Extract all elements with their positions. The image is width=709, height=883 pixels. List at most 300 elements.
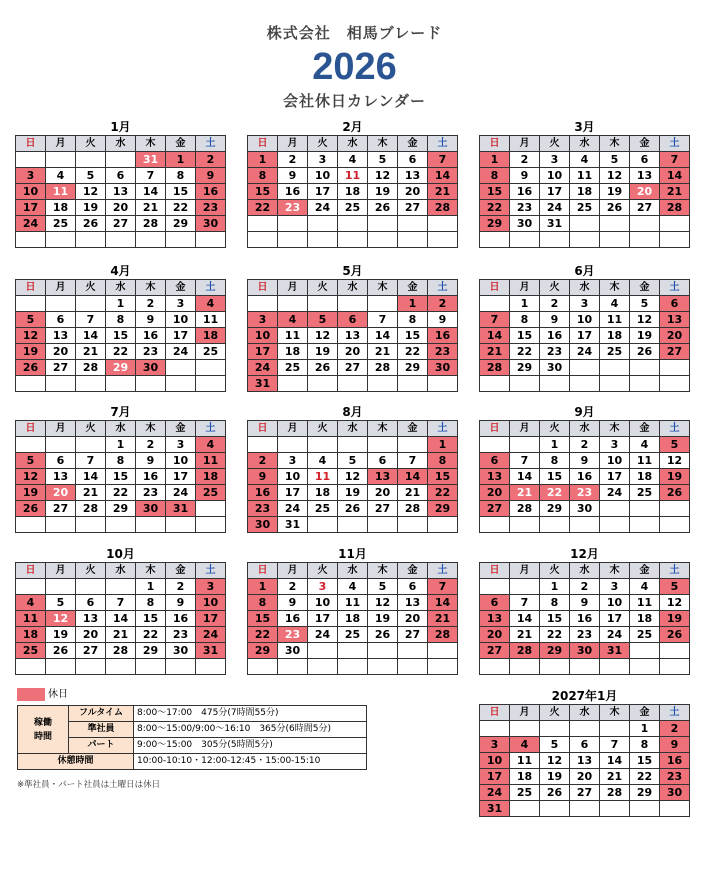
holiday-cell: 16	[196, 184, 226, 200]
holiday-cell: 5	[660, 437, 690, 453]
month-calendar	[479, 119, 690, 248]
weekday-header: 月	[510, 421, 540, 437]
holiday-cell: 9	[248, 469, 278, 485]
day-cell: 7	[136, 168, 166, 184]
holiday-cell: 14	[428, 168, 458, 184]
day-cell: 17	[166, 328, 196, 344]
day-cell	[428, 216, 458, 232]
day-cell	[368, 643, 398, 659]
day-cell	[660, 643, 690, 659]
day-cell: 21	[106, 627, 136, 643]
day-cell	[106, 152, 136, 168]
day-cell: 9	[510, 168, 540, 184]
day-cell: 30	[510, 216, 540, 232]
day-cell	[510, 579, 540, 595]
holiday-cell: 24	[16, 216, 46, 232]
day-cell	[76, 232, 106, 248]
day-cell	[248, 216, 278, 232]
day-cell: 24	[278, 501, 308, 517]
weekday-header: 水	[338, 136, 368, 152]
day-cell: 3	[308, 579, 338, 595]
day-cell: 2	[278, 152, 308, 168]
hours-type-fulltime: フルタイム	[69, 706, 134, 722]
day-cell	[308, 437, 338, 453]
day-cell: 22	[106, 344, 136, 360]
day-cell: 7	[76, 312, 106, 328]
weekday-header: 火	[540, 136, 570, 152]
weekday-header: 火	[540, 705, 570, 721]
day-cell: 22	[540, 627, 570, 643]
month-calendar	[247, 263, 458, 392]
day-cell	[46, 517, 76, 533]
day-cell: 29	[510, 360, 540, 376]
day-cell: 24	[600, 627, 630, 643]
day-cell	[106, 579, 136, 595]
day-cell: 6	[76, 595, 106, 611]
holiday-cell: 22	[480, 200, 510, 216]
day-cell: 2	[136, 437, 166, 453]
day-cell	[510, 437, 540, 453]
day-cell: 2	[136, 296, 166, 312]
day-cell: 17	[600, 469, 630, 485]
holiday-cell: 23	[248, 501, 278, 517]
day-cell: 12	[660, 453, 690, 469]
month-title: 2月	[342, 120, 363, 134]
holiday-cell: 14	[660, 168, 690, 184]
holiday-cell: 27	[480, 643, 510, 659]
day-cell: 5	[630, 296, 660, 312]
weekday-header: 水	[338, 421, 368, 437]
day-cell: 14	[368, 328, 398, 344]
day-cell: 14	[76, 469, 106, 485]
day-cell	[338, 296, 368, 312]
day-cell: 7	[106, 595, 136, 611]
weekday-header: 火	[76, 421, 106, 437]
day-cell: 28	[510, 501, 540, 517]
holiday-cell: 11	[46, 184, 76, 200]
day-cell	[166, 376, 196, 392]
weekday-header: 火	[76, 136, 106, 152]
holiday-cell: 14	[480, 328, 510, 344]
day-cell: 19	[600, 184, 630, 200]
day-cell	[338, 232, 368, 248]
holiday-cell: 2	[248, 453, 278, 469]
day-cell: 20	[106, 200, 136, 216]
weekday-header: 土	[660, 421, 690, 437]
day-cell	[480, 659, 510, 675]
weekday-header: 金	[166, 563, 196, 579]
day-cell: 24	[166, 485, 196, 501]
day-cell: 21	[76, 485, 106, 501]
month-title: 6月	[574, 264, 595, 278]
weekday-header: 火	[76, 563, 106, 579]
day-cell	[46, 579, 76, 595]
holiday-cell: 16	[428, 328, 458, 344]
weekday-header: 日	[248, 136, 278, 152]
day-cell: 25	[46, 216, 76, 232]
day-cell: 27	[106, 216, 136, 232]
holiday-cell: 1	[248, 152, 278, 168]
holiday-cell: 23	[570, 485, 600, 501]
holiday-cell: 13	[480, 469, 510, 485]
day-cell: 8	[398, 312, 428, 328]
day-cell	[166, 659, 196, 675]
holiday-cell: 15	[248, 611, 278, 627]
day-cell: 20	[368, 485, 398, 501]
day-cell: 14	[106, 611, 136, 627]
day-cell	[76, 659, 106, 675]
day-cell: 7	[510, 595, 540, 611]
day-cell	[308, 296, 338, 312]
month-table	[247, 562, 458, 675]
working-hours-label-line2: 時間	[33, 731, 52, 742]
holiday-cell: 22	[248, 627, 278, 643]
day-cell	[660, 501, 690, 517]
weekday-header: 水	[570, 280, 600, 296]
day-cell: 10	[166, 453, 196, 469]
day-cell: 18	[46, 200, 76, 216]
weekday-header: 日	[480, 705, 510, 721]
holiday-cell: 15	[428, 469, 458, 485]
month-table	[479, 279, 690, 392]
day-cell: 17	[278, 485, 308, 501]
day-cell	[196, 517, 226, 533]
calendar-year: 2026	[312, 46, 397, 88]
day-cell: 24	[308, 200, 338, 216]
day-cell	[76, 152, 106, 168]
month-calendar	[479, 404, 690, 533]
day-cell: 20	[46, 344, 76, 360]
day-cell	[630, 376, 660, 392]
weekday-header: 月	[278, 136, 308, 152]
holiday-cell: 10	[480, 753, 510, 769]
month-table	[15, 135, 226, 248]
day-cell: 18	[570, 184, 600, 200]
weekday-header: 土	[196, 136, 226, 152]
day-cell	[630, 517, 660, 533]
day-cell: 29	[540, 501, 570, 517]
day-cell: 3	[540, 152, 570, 168]
month-calendar	[247, 119, 458, 248]
weekday-header: 日	[16, 421, 46, 437]
day-cell: 16	[136, 469, 166, 485]
weekday-header: 日	[480, 563, 510, 579]
day-cell	[278, 232, 308, 248]
holiday-cell: 20	[630, 184, 660, 200]
day-cell: 15	[630, 753, 660, 769]
weekday-header: 木	[368, 280, 398, 296]
day-cell	[600, 801, 630, 817]
holiday-cell: 15	[248, 184, 278, 200]
holiday-cell: 31	[248, 376, 278, 392]
day-cell: 22	[106, 485, 136, 501]
day-cell	[540, 232, 570, 248]
day-cell: 6	[570, 737, 600, 753]
day-cell	[308, 659, 338, 675]
day-cell: 23	[136, 344, 166, 360]
holiday-cell: 17	[480, 769, 510, 785]
working-hours-table	[17, 705, 367, 770]
day-cell: 15	[398, 328, 428, 344]
day-cell	[660, 801, 690, 817]
day-cell: 15	[136, 611, 166, 627]
day-cell: 18	[510, 769, 540, 785]
holiday-cell: 31	[600, 643, 630, 659]
day-cell: 8	[630, 737, 660, 753]
day-cell	[368, 376, 398, 392]
holiday-cell: 20	[480, 485, 510, 501]
day-cell	[570, 360, 600, 376]
day-cell: 22	[398, 344, 428, 360]
weekday-header: 水	[106, 421, 136, 437]
day-cell	[338, 517, 368, 533]
day-cell	[660, 216, 690, 232]
day-cell	[136, 376, 166, 392]
day-cell: 11	[308, 469, 338, 485]
day-cell	[398, 232, 428, 248]
holiday-cell: 28	[510, 643, 540, 659]
day-cell: 13	[398, 168, 428, 184]
weekday-header: 月	[278, 421, 308, 437]
day-cell	[660, 376, 690, 392]
holiday-legend-label: 休日	[48, 689, 68, 700]
weekday-header: 金	[630, 136, 660, 152]
day-cell	[600, 721, 630, 737]
holiday-cell: 30	[428, 360, 458, 376]
day-cell: 27	[570, 785, 600, 801]
day-cell: 10	[308, 168, 338, 184]
weekday-header: 木	[136, 421, 166, 437]
day-cell: 18	[278, 344, 308, 360]
holiday-cell: 23	[278, 627, 308, 643]
holiday-cell: 23	[428, 344, 458, 360]
day-cell: 15	[106, 469, 136, 485]
day-cell	[368, 216, 398, 232]
day-cell	[278, 659, 308, 675]
day-cell: 6	[106, 168, 136, 184]
working-hours-label-line1: 稼働	[33, 717, 52, 728]
weekday-header: 木	[136, 563, 166, 579]
month-title: 5月	[342, 264, 363, 278]
holiday-cell: 16	[248, 485, 278, 501]
holiday-cell: 25	[16, 643, 46, 659]
day-cell: 24	[166, 344, 196, 360]
day-cell	[166, 232, 196, 248]
holiday-cell: 3	[16, 168, 46, 184]
day-cell: 20	[338, 344, 368, 360]
calendar-subtitle: 会社休日カレンダー	[282, 92, 427, 110]
holiday-cell: 4	[510, 737, 540, 753]
holiday-cell: 30	[136, 501, 166, 517]
day-cell	[398, 437, 428, 453]
day-cell: 8	[106, 312, 136, 328]
day-cell: 11	[338, 595, 368, 611]
day-cell: 29	[398, 360, 428, 376]
day-cell: 14	[76, 328, 106, 344]
day-cell	[600, 360, 630, 376]
holiday-cell: 13	[480, 611, 510, 627]
weekday-header: 土	[660, 563, 690, 579]
day-cell: 26	[368, 200, 398, 216]
day-cell: 23	[166, 627, 196, 643]
day-cell: 28	[76, 360, 106, 376]
month-calendar	[247, 546, 458, 675]
weekday-header: 火	[308, 563, 338, 579]
month-title: 11月	[338, 547, 367, 561]
day-cell: 10	[166, 312, 196, 328]
day-cell	[278, 437, 308, 453]
day-cell	[480, 376, 510, 392]
day-cell: 4	[338, 579, 368, 595]
holiday-cell: 9	[660, 737, 690, 753]
hours-time-parttime: 9:00～15:00 305分(5時間5分)	[134, 738, 367, 754]
day-cell: 6	[46, 312, 76, 328]
month-calendar	[15, 546, 226, 675]
break-time-value: 10:00-10:10・12:00-12:45・15:00-15:10	[134, 754, 367, 770]
holiday-cell: 5	[660, 579, 690, 595]
footnote: ※準社員・パート社員は土曜日は休日	[17, 780, 161, 790]
day-cell: 4	[308, 453, 338, 469]
holiday-cell: 7	[480, 312, 510, 328]
day-cell	[428, 517, 458, 533]
weekday-header: 水	[106, 280, 136, 296]
day-cell: 2	[570, 579, 600, 595]
day-cell	[398, 216, 428, 232]
day-cell	[570, 721, 600, 737]
day-cell	[510, 801, 540, 817]
day-cell	[480, 296, 510, 312]
holiday-cell: 10	[196, 595, 226, 611]
day-cell: 12	[308, 328, 338, 344]
day-cell: 10	[278, 469, 308, 485]
holiday-cell: 3	[480, 737, 510, 753]
weekday-header: 日	[480, 136, 510, 152]
day-cell	[540, 376, 570, 392]
day-cell	[480, 232, 510, 248]
day-cell: 27	[398, 627, 428, 643]
weekday-header: 月	[46, 280, 76, 296]
day-cell: 9	[166, 595, 196, 611]
day-cell	[338, 659, 368, 675]
day-cell: 22	[136, 627, 166, 643]
day-cell	[16, 152, 46, 168]
day-cell: 23	[540, 344, 570, 360]
day-cell: 20	[398, 611, 428, 627]
day-cell: 2	[540, 296, 570, 312]
day-cell: 9	[570, 453, 600, 469]
day-cell	[16, 659, 46, 675]
day-cell	[308, 376, 338, 392]
holiday-cell: 1	[428, 437, 458, 453]
weekday-header: 土	[660, 705, 690, 721]
day-cell	[428, 232, 458, 248]
day-cell: 26	[308, 360, 338, 376]
month-calendar	[479, 263, 690, 392]
holiday-cell: 8	[248, 595, 278, 611]
weekday-header: 木	[600, 705, 630, 721]
day-cell: 5	[46, 595, 76, 611]
day-cell: 7	[510, 453, 540, 469]
day-cell: 8	[540, 453, 570, 469]
holiday-cell: 30	[136, 360, 166, 376]
holiday-cell: 28	[428, 200, 458, 216]
day-cell: 21	[136, 200, 166, 216]
day-cell	[510, 659, 540, 675]
holiday-cell: 30	[248, 517, 278, 533]
holiday-cell: 6	[480, 595, 510, 611]
holiday-cell: 8	[248, 168, 278, 184]
day-cell	[136, 232, 166, 248]
month-table	[15, 279, 226, 392]
day-cell: 11	[630, 453, 660, 469]
day-cell	[630, 801, 660, 817]
day-cell: 13	[106, 184, 136, 200]
day-cell: 6	[630, 152, 660, 168]
day-cell: 7	[368, 312, 398, 328]
day-cell	[196, 501, 226, 517]
day-cell	[398, 517, 428, 533]
day-cell	[510, 721, 540, 737]
weekday-header: 月	[510, 563, 540, 579]
day-cell: 26	[338, 501, 368, 517]
day-cell	[76, 376, 106, 392]
holiday-legend-swatch	[17, 688, 45, 701]
day-cell: 1	[106, 437, 136, 453]
day-cell: 20	[398, 184, 428, 200]
working-hours-label	[18, 706, 69, 754]
day-cell: 17	[166, 469, 196, 485]
day-cell	[136, 659, 166, 675]
day-cell: 24	[540, 200, 570, 216]
day-cell	[106, 376, 136, 392]
day-cell	[630, 659, 660, 675]
day-cell: 17	[540, 184, 570, 200]
day-cell: 16	[278, 611, 308, 627]
holiday-cell: 15	[480, 184, 510, 200]
day-cell	[480, 517, 510, 533]
holiday-cell: 31	[196, 643, 226, 659]
weekday-header: 月	[510, 136, 540, 152]
weekday-header: 火	[540, 280, 570, 296]
day-cell: 26	[540, 785, 570, 801]
weekday-header: 木	[136, 280, 166, 296]
day-cell: 16	[570, 469, 600, 485]
day-cell: 17	[308, 184, 338, 200]
day-cell	[278, 376, 308, 392]
holiday-cell: 1	[248, 579, 278, 595]
day-cell: 7	[398, 453, 428, 469]
weekday-header: 土	[428, 280, 458, 296]
day-cell: 9	[136, 453, 166, 469]
holiday-cell: 4	[16, 595, 46, 611]
day-cell	[338, 643, 368, 659]
month-table	[247, 279, 458, 392]
weekday-header: 日	[480, 280, 510, 296]
day-cell	[46, 437, 76, 453]
day-cell: 28	[136, 216, 166, 232]
holiday-cell: 18	[16, 627, 46, 643]
holiday-cell: 29	[428, 501, 458, 517]
hours-type-parttime: パート	[69, 738, 134, 754]
day-cell	[510, 232, 540, 248]
day-cell: 5	[540, 737, 570, 753]
holiday-cell: 24	[248, 360, 278, 376]
holiday-cell: 7	[428, 579, 458, 595]
day-cell: 30	[278, 643, 308, 659]
day-cell: 12	[368, 168, 398, 184]
holiday-cell: 23	[660, 769, 690, 785]
day-cell: 26	[46, 643, 76, 659]
